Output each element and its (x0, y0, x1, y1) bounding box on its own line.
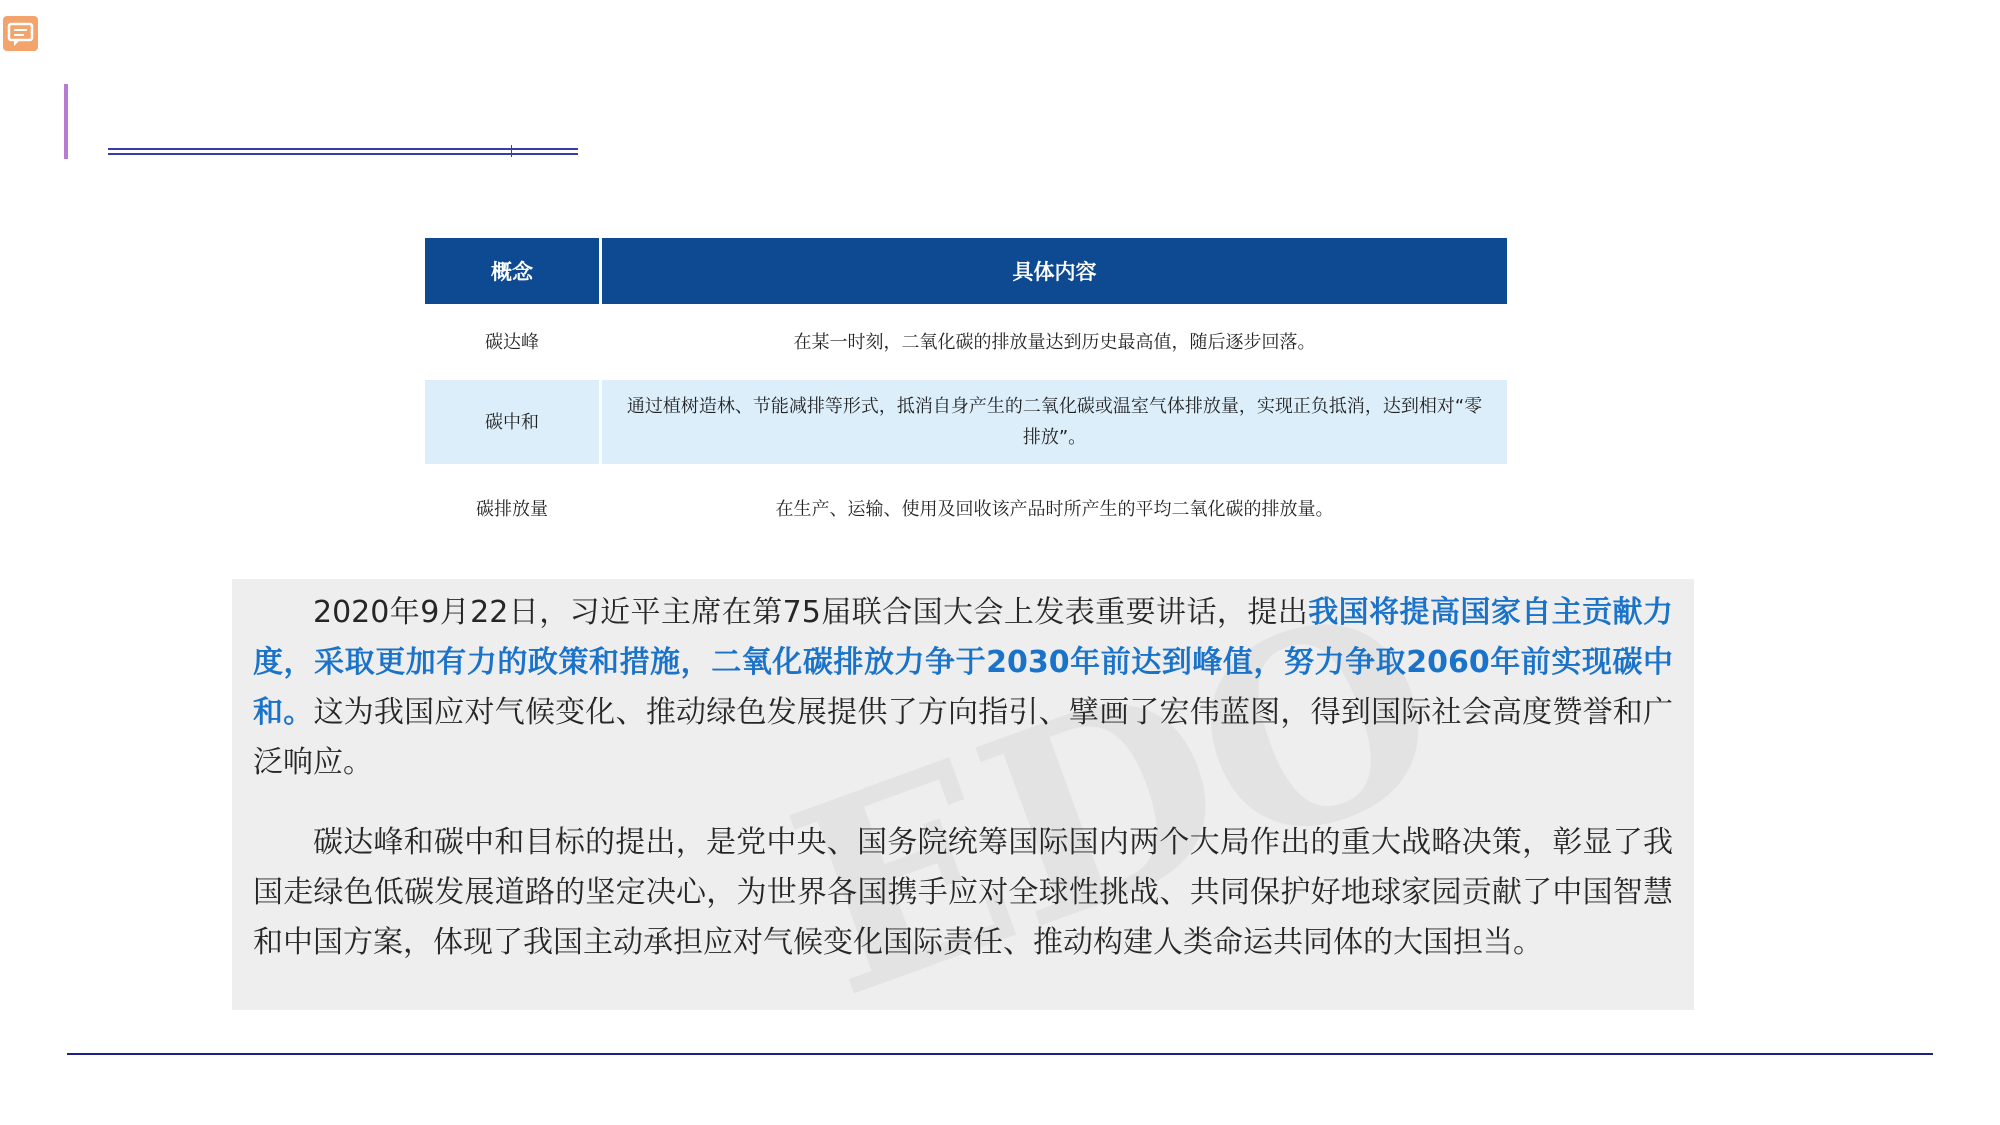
concept-table (425, 238, 1507, 554)
footer-divider (67, 1053, 1933, 1055)
table-row (425, 464, 1507, 554)
concept-cell: 碳排放量 (425, 464, 601, 554)
title-underline-divider (511, 145, 512, 157)
paragraph-significance: 碳达峰和碳中和目标的提出，是党中央、国务院统筹国际国内两个大局作出的重大战略决策，彰显了我国走绿色低碳发展道路的坚定决心，为世界各国携手应对全球性挑战、共同保护好地球家园贡献了中国智慧和中国方案，体现了我国主动承担应对气候变化国际责任、推动构建人类命运共同体的大国担当。 (253, 825, 1673, 960)
content-cell: 在某一时刻，二氧化碳的排放量达到历史最高值，随后逐步回落。 (601, 304, 1508, 380)
concept-cell: 碳达峰 (425, 304, 601, 380)
concept-cell: 碳中和 (425, 380, 601, 464)
header-content: 具体内容 (601, 238, 1508, 304)
title-accent-bar (64, 84, 68, 159)
table-header-row (425, 238, 1507, 304)
policy-text-block (232, 579, 1694, 1010)
content-cell: 通过植树造林、节能减排等形式，抵消自身产生的二氧化碳或温室气体排放量，实现正负抵消，达到相对“零排放”。 (601, 380, 1508, 464)
paragraph-announcement (253, 588, 1673, 788)
paragraph-text: 2020年9月22日，习近平主席在第75届联合国大会上发表重要讲话，提出 (313, 595, 1309, 630)
comment-icon[interactable] (3, 16, 38, 51)
highlighted-goal-text: 我国将提高国家自主贡献力度，采取更加有力的政策和措施，二氧化碳排放力争于2030年前达到峰值，努力争取2060年前实现碳中和。 (253, 595, 1673, 730)
paragraph-text: 这为我国应对气候变化、推动绿色发展提供了方向指引、擘画了宏伟蓝图，得到国际社会高度赞誉和广泛响应。 (253, 695, 1674, 780)
title-underline (108, 148, 578, 155)
header-concept: 概念 (425, 238, 601, 304)
table-row (425, 380, 1507, 464)
table-row (425, 304, 1507, 380)
content-cell: 在生产、运输、使用及回收该产品时所产生的平均二氧化碳的排放量。 (601, 464, 1508, 554)
